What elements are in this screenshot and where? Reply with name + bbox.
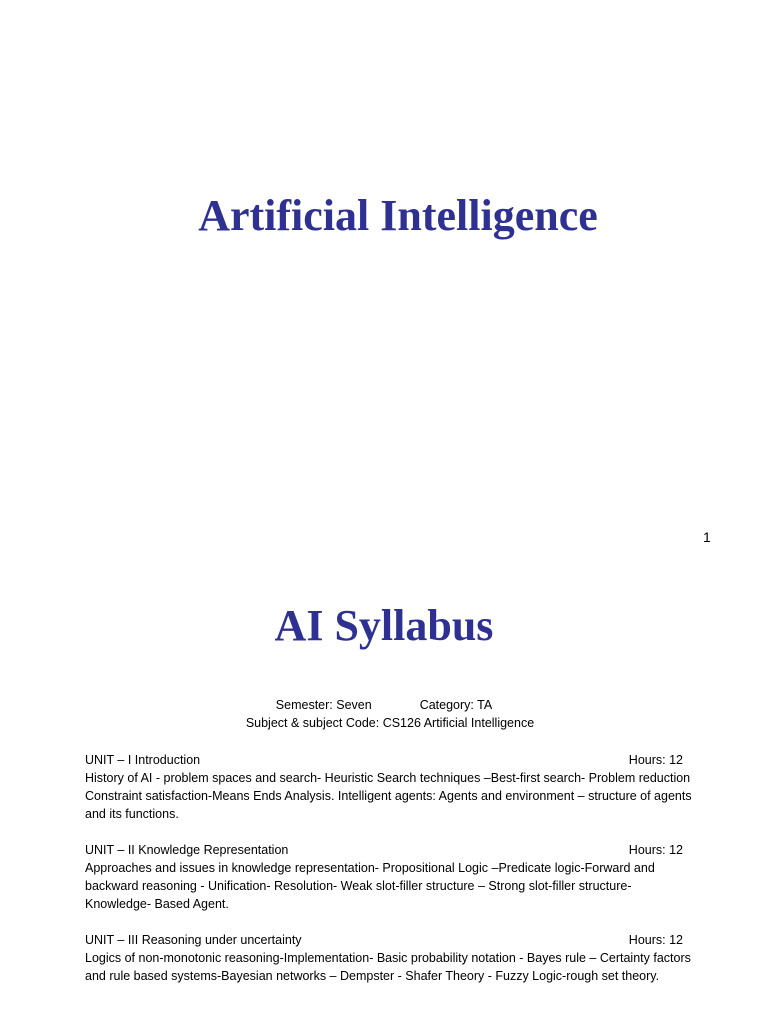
unit-description: Approaches and issues in knowledge representation- Propositional Logic –Predicate logic-Forward and backward reasoning - Unification- Resolution- Weak slot-filler structure – Strong slot-filler structure- Knowledge- Based Agent.	[85, 861, 655, 911]
subject-code-line: Subject & subject Code: CS126 Artificial Intelligence	[245, 716, 535, 730]
semester-text: Semester: Seven	[275, 698, 372, 712]
unit-section	[85, 751, 692, 823]
unit-heading: UNIT – I Introduction	[85, 753, 201, 767]
unit-description: Logics of non-monotonic reasoning-Implementation- Basic probability notation - Bayes rule – Certainty factors and rule based systems-Bayesian networks – Dempster - Shafer Theory - Fuzzy Logic-rough set theory.	[85, 951, 691, 983]
unit-section	[85, 841, 685, 913]
category-text: Category: TA	[419, 698, 493, 712]
unit-header	[85, 931, 685, 949]
semester-category-line	[0, 698, 768, 712]
unit-hours: Hours: 12	[628, 843, 683, 857]
unit-header	[85, 841, 685, 859]
page-title: Artificial Intelligence	[198, 191, 598, 240]
unit-heading: UNIT – II Knowledge Representation	[85, 843, 289, 857]
unit-heading: UNIT – III Reasoning under uncertainty	[85, 933, 302, 947]
syllabus-title: AI Syllabus	[274, 601, 494, 650]
unit-section	[85, 931, 691, 985]
unit-hours: Hours: 12	[628, 753, 683, 767]
unit-header	[85, 751, 685, 769]
unit-hours: Hours: 12	[628, 933, 683, 947]
page-number: 1	[703, 529, 711, 545]
unit-description: History of AI - problem spaces and search- Heuristic Search techniques –Best-first search- Problem reduction Constraint satisfaction-Means Ends Analysis. Intelligent agents: Agents and environment – structure of agents and its functions.	[85, 771, 692, 821]
